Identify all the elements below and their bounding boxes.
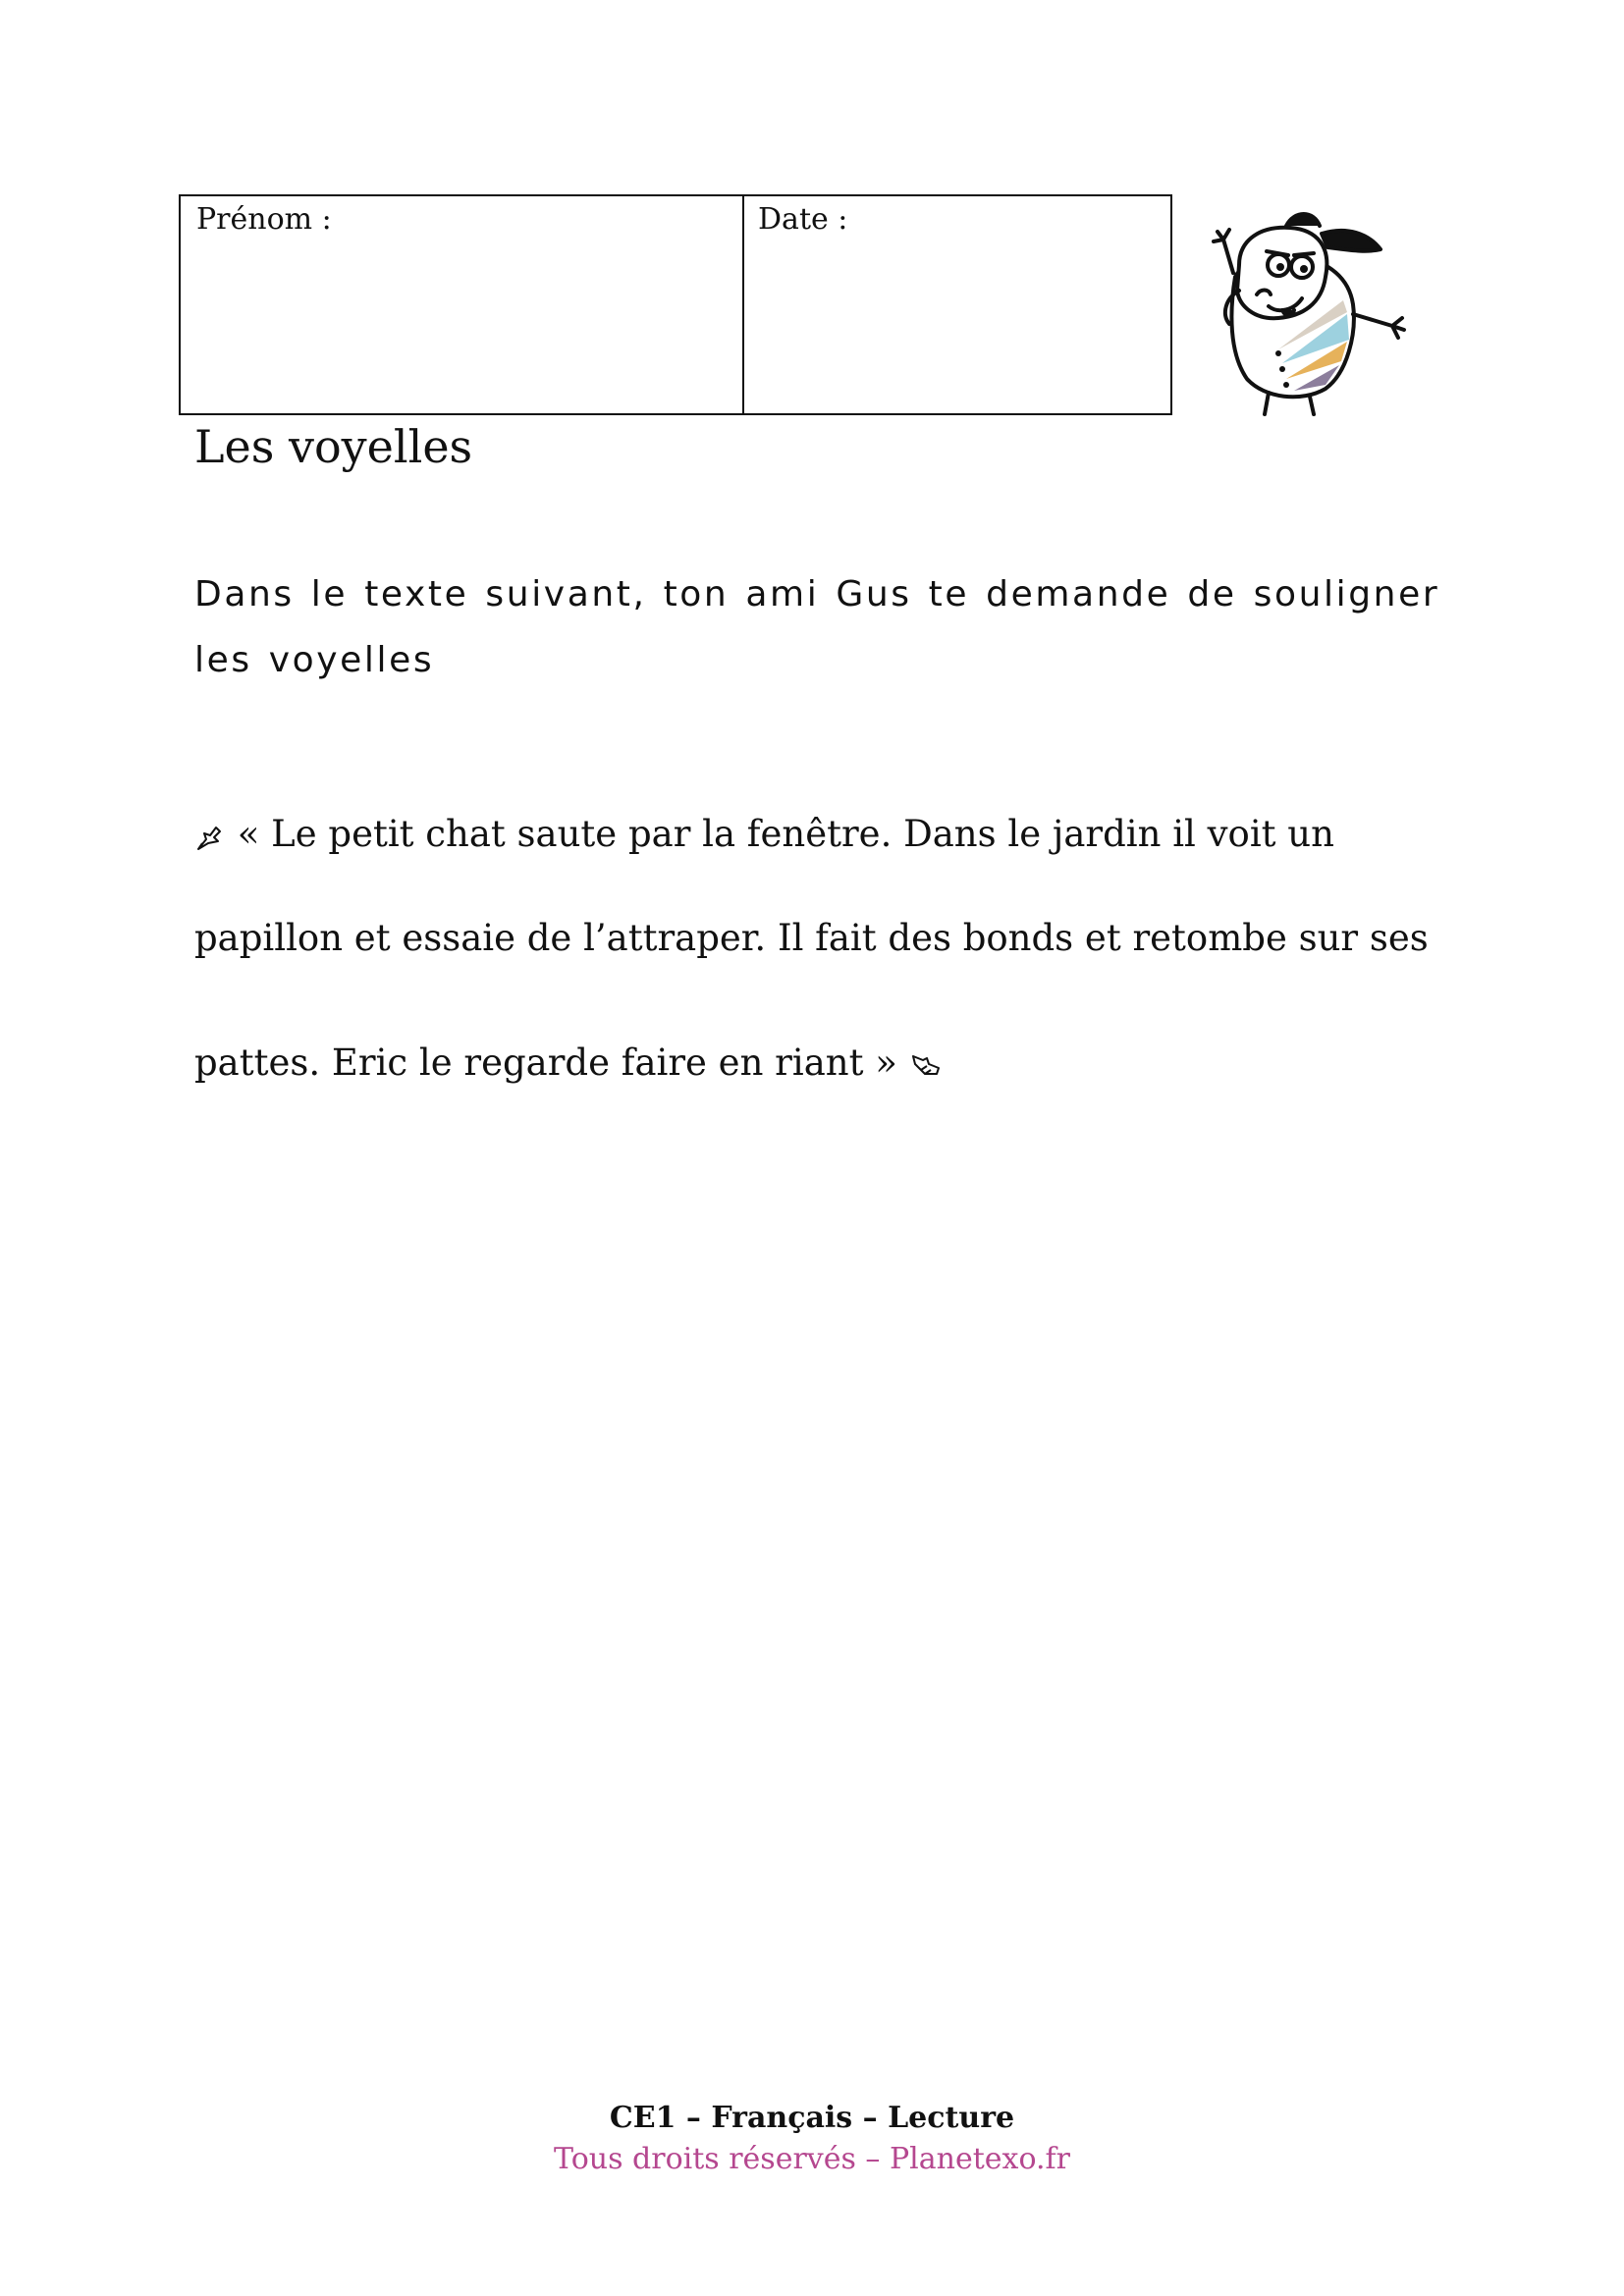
prenom-label: Prénom :	[196, 202, 332, 237]
date-label: Date :	[758, 202, 848, 237]
name-date-table	[179, 194, 1172, 415]
sheep-mascot-icon	[1200, 196, 1418, 418]
page-title: Les voyelles	[194, 420, 473, 473]
passage-line	[194, 917, 1429, 959]
date-cell[interactable]	[744, 196, 1170, 413]
footer-rights: Tous droits réservés – Planetexo.fr	[554, 2142, 1070, 2176]
footer-level: CE1 – Français – Lecture	[609, 2101, 1015, 2135]
instruction-text: Dans le texte suivant, ton ami Gus te demande de souligner les voyelles	[194, 574, 1440, 680]
prenom-cell[interactable]	[181, 196, 744, 413]
passage-line-3-text: pattes. Eric le regarde faire en riant »	[194, 1041, 897, 1084]
passage-line	[194, 813, 1334, 855]
pointing-hand-left-icon	[909, 1050, 943, 1082]
passage-line-2-text: papillon et essaie de l’attraper. Il fait des bonds et retombe sur ses	[194, 917, 1429, 959]
passage-line	[194, 1041, 943, 1084]
passage-line-1-text: « Le petit chat saute par la fenêtre. Dans le jardin il voit un	[237, 813, 1334, 855]
pointing-hand-icon	[194, 822, 226, 853]
